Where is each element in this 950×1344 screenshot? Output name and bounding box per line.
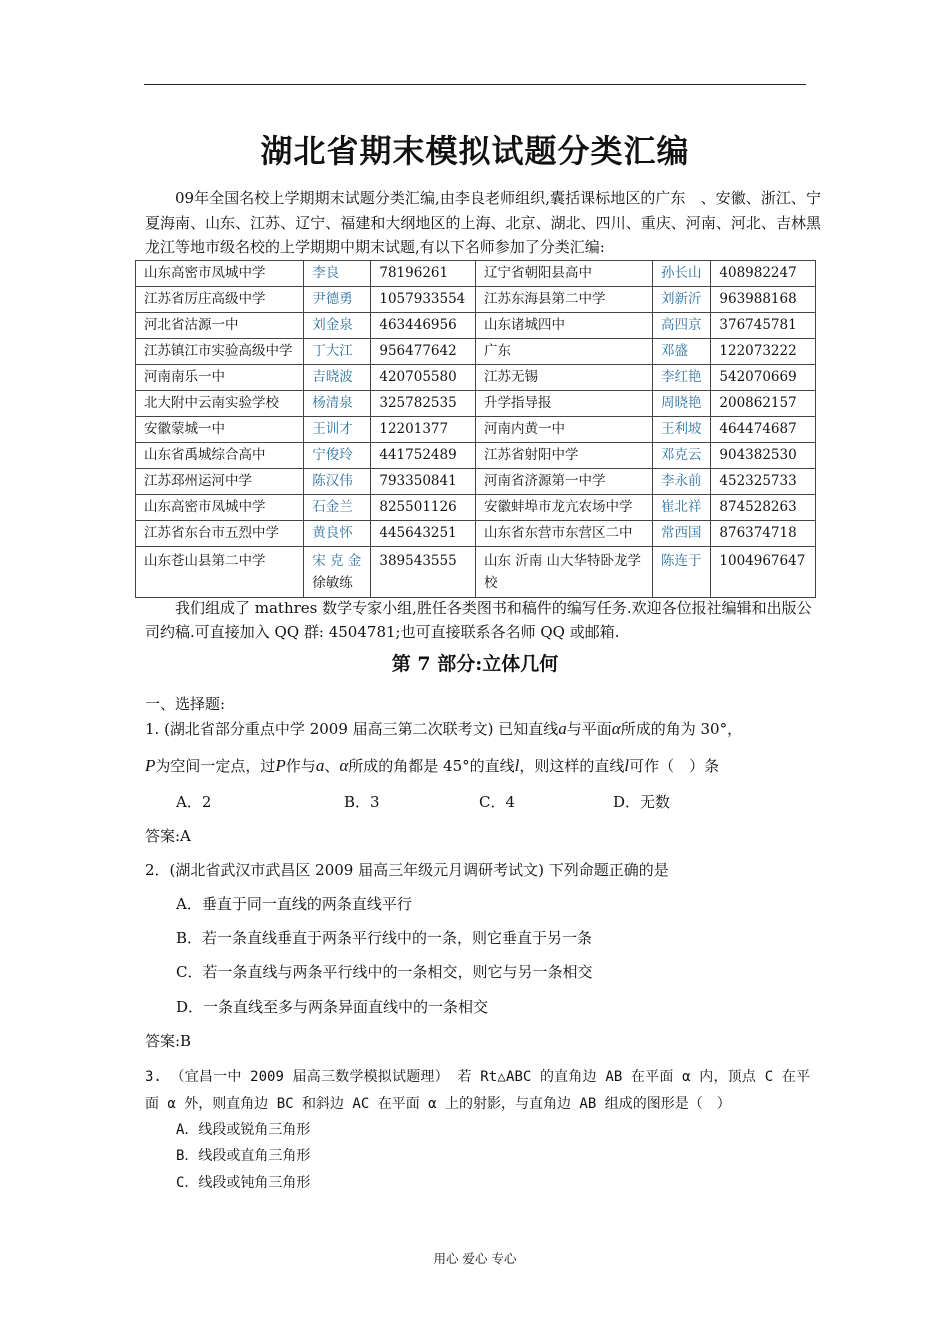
- teacher-name-cell: 吉晓波: [304, 365, 371, 391]
- qq-cell: 464474687: [711, 417, 816, 443]
- teacher-name-cell: 尹德勇: [304, 287, 371, 313]
- table-row: [136, 417, 816, 443]
- qq-cell: 463446956: [371, 313, 476, 339]
- q1-option-c: C．4: [479, 793, 516, 811]
- school-cell: 安徽蚌埠市龙亢农场中学: [475, 495, 652, 521]
- var-alpha: α: [611, 719, 621, 738]
- teacher-name-cell: 崔北祥: [652, 495, 710, 521]
- q1-line-1: 1. (湖北省部分重点中学 2009 届高三第二次联考文) 已知直线a与平面α所成的角为 30°，: [145, 719, 743, 738]
- school-cell: 江苏镇江市实验高级中学: [136, 339, 304, 365]
- school-cell: 河南省济源第一中学: [475, 469, 652, 495]
- part-heading: 一、选择题:: [145, 695, 226, 713]
- section-heading: 第 7 部分:立体几何: [391, 653, 559, 675]
- qq-cell: 12201377: [371, 417, 476, 443]
- var-alpha: α: [339, 756, 349, 775]
- school-cell: 山东苍山县第二中学: [136, 547, 304, 598]
- school-cell: 北大附中云南实验学校: [136, 391, 304, 417]
- intro-paragraph: 09年全国名校上学期期末试题分类汇编,由李良老师组织,囊括课标地区的广东 、安徽、浙江、宁夏海南、山东、江苏、辽宁、福建和大纲地区的上海、北京、湖北、四川、重庆、河南、河北、吉林黑龙江等地市级名校的上学期期中期末试题,有以下名师参加了分类汇编:: [145, 189, 821, 256]
- school-cell: 江苏东海县第二中学: [475, 287, 652, 313]
- table-row: [136, 469, 816, 495]
- teacher-name-cell: 常西国: [652, 521, 710, 547]
- school-cell: 山东诸城四中: [475, 313, 652, 339]
- teacher-name-cell: 邓克云: [652, 443, 710, 469]
- teacher-table: [135, 260, 816, 598]
- teacher-name-cell: 邓盛: [652, 339, 710, 365]
- table-row: [136, 287, 816, 313]
- q2-option-d: D．一条直线至多与两条异面直线中的一条相交: [176, 998, 489, 1016]
- qq-cell: 876374718: [711, 521, 816, 547]
- var-a: a: [315, 756, 325, 775]
- qq-cell: 376745781: [711, 313, 816, 339]
- teacher-name-cell: 李红艳: [652, 365, 710, 391]
- qq-cell: 1004967647: [711, 547, 816, 598]
- table-row: [136, 261, 816, 287]
- school-cell: 山东省东营市东营区二中: [475, 521, 652, 547]
- table-row: [136, 365, 816, 391]
- qq-cell: 956477642: [371, 339, 476, 365]
- teacher-name: 宋 克 金: [312, 553, 362, 569]
- qq-cell: 1057933554: [371, 287, 476, 313]
- qq-cell: 200862157: [711, 391, 816, 417]
- q1-option-d: D．无数: [613, 793, 671, 811]
- q1-option-b: B．3: [344, 793, 380, 811]
- teacher-name-cell: 宁俊玲: [304, 443, 371, 469]
- q3-text: 3. （宜昌一中 2009 届高三数学模拟试题理） 若 Rt△ABC 的直角边 AB 在平面 α 内，顶点 C 在平面 α 外，则直角边 BC 和斜边 AC 在平面 α 上的射影，与直角边 AB 组成的图形是（ ）: [145, 1069, 810, 1112]
- q2-option-b: B．若一条直线垂直于两条平行线中的一条，则它垂直于另一条: [176, 929, 593, 947]
- school-cell: 河南内黄一中: [475, 417, 652, 443]
- q1-option-a: A．2: [176, 793, 212, 811]
- teacher-name-cell: [304, 547, 371, 598]
- table-row: [136, 495, 816, 521]
- var-a: a: [558, 719, 567, 738]
- school-cell: 山东高密市凤城中学: [136, 495, 304, 521]
- qq-cell: 78196261: [371, 261, 476, 287]
- qq-cell: 874528263: [711, 495, 816, 521]
- header-rule: [144, 84, 806, 85]
- qq-cell: 420705580: [371, 365, 476, 391]
- teacher-name-cell: 李良: [304, 261, 371, 287]
- qq-cell: 904382530: [711, 443, 816, 469]
- table-row: [136, 313, 816, 339]
- school-cell: 山东高密市凤城中学: [136, 261, 304, 287]
- qq-cell: 441752489: [371, 443, 476, 469]
- q2-option-c: C．若一条直线与两条平行线中的一条相交，则它与另一条相交: [176, 963, 593, 981]
- qq-cell: 963988168: [711, 287, 816, 313]
- q3-option-a: A．线段或锐角三角形: [176, 1122, 311, 1138]
- var-P: P: [145, 756, 156, 775]
- school-cell: 升学指导报: [475, 391, 652, 417]
- qq-cell: 325782535: [371, 391, 476, 417]
- q2-option-a: A．垂直于同一直线的两条直线平行: [176, 895, 412, 913]
- school-cell: 山东省禹城综合高中: [136, 443, 304, 469]
- qq-cell: 408982247: [711, 261, 816, 287]
- school-cell: 山东 沂南 山大华特卧龙学校: [475, 547, 652, 598]
- qq-cell: 122073222: [711, 339, 816, 365]
- teacher-name-cell: 陈汉伟: [304, 469, 371, 495]
- school-cell: 江苏邳州运河中学: [136, 469, 304, 495]
- q1-answer: 答案:A: [145, 827, 191, 845]
- var-l: l: [514, 756, 520, 775]
- teacher-name-cell: 周晓艳: [652, 391, 710, 417]
- school-cell: 江苏省厉庄高级中学: [136, 287, 304, 313]
- school-cell: 安徽蒙城一中: [136, 417, 304, 443]
- q2-text: 2．(湖北省武汉市武昌区 2009 届高三年级元月调研考试文) 下列命题正确的是: [145, 861, 669, 879]
- teacher-name: 徐敏练: [312, 575, 353, 591]
- qq-cell: 542070669: [711, 365, 816, 391]
- teacher-name-cell: 石金兰: [304, 495, 371, 521]
- table-row: [136, 521, 816, 547]
- qq-cell: 452325733: [711, 469, 816, 495]
- qq-cell: 793350841: [371, 469, 476, 495]
- table-row: [136, 547, 816, 598]
- table-row: [136, 339, 816, 365]
- qq-cell: 389543555: [371, 547, 476, 598]
- teacher-name-cell: 丁大江: [304, 339, 371, 365]
- teacher-name-cell: 刘新沂: [652, 287, 710, 313]
- qq-cell: 825501126: [371, 495, 476, 521]
- page-title: 湖北省期末模拟试题分类汇编: [260, 132, 690, 170]
- var-P: P: [275, 756, 286, 775]
- school-cell: 江苏省射阳中学: [475, 443, 652, 469]
- qq-cell: 445643251: [371, 521, 476, 547]
- invite-paragraph: 我们组成了 mathres 数学专家小组,胜任各类图书和稿件的编写任务.欢迎各位报社编辑和出版公司约稿.可直接加入 QQ 群: 4504781;也可直接联系各名师 QQ 或邮箱.: [145, 599, 812, 641]
- q3-option-b: B．线段或直角三角形: [176, 1148, 311, 1164]
- school-cell: 河南南乐一中: [136, 365, 304, 391]
- teacher-name-cell: 李永前: [652, 469, 710, 495]
- table-row: [136, 391, 816, 417]
- school-cell: 广东: [475, 339, 652, 365]
- teacher-name-cell: 孙长山: [652, 261, 710, 287]
- school-cell: 江苏无锡: [475, 365, 652, 391]
- teacher-name-cell: 王利坡: [652, 417, 710, 443]
- teacher-name-cell: 刘金泉: [304, 313, 371, 339]
- teacher-name-cell: 黄良怀: [304, 521, 371, 547]
- school-cell: 辽宁省朝阳县高中: [475, 261, 652, 287]
- table-row: [136, 443, 816, 469]
- school-cell: 河北省沽源一中: [136, 313, 304, 339]
- school-cell: 江苏省东台市五烈中学: [136, 521, 304, 547]
- q1-line-2: P为空间一定点，过P作与a、α所成的角都是 45°的直线l，则这样的直线l可作（ ）条: [145, 756, 720, 775]
- teacher-name-cell: 陈连于: [652, 547, 710, 598]
- teacher-name-cell: 杨清泉: [304, 391, 371, 417]
- q3-option-c: C．线段或钝角三角形: [176, 1175, 311, 1191]
- q2-answer: 答案:B: [145, 1032, 192, 1050]
- teacher-name-cell: 王训才: [304, 417, 371, 443]
- var-l: l: [624, 756, 630, 775]
- page-footer: 用心 爱心 专心: [433, 1251, 517, 1266]
- teacher-name-cell: 高四京: [652, 313, 710, 339]
